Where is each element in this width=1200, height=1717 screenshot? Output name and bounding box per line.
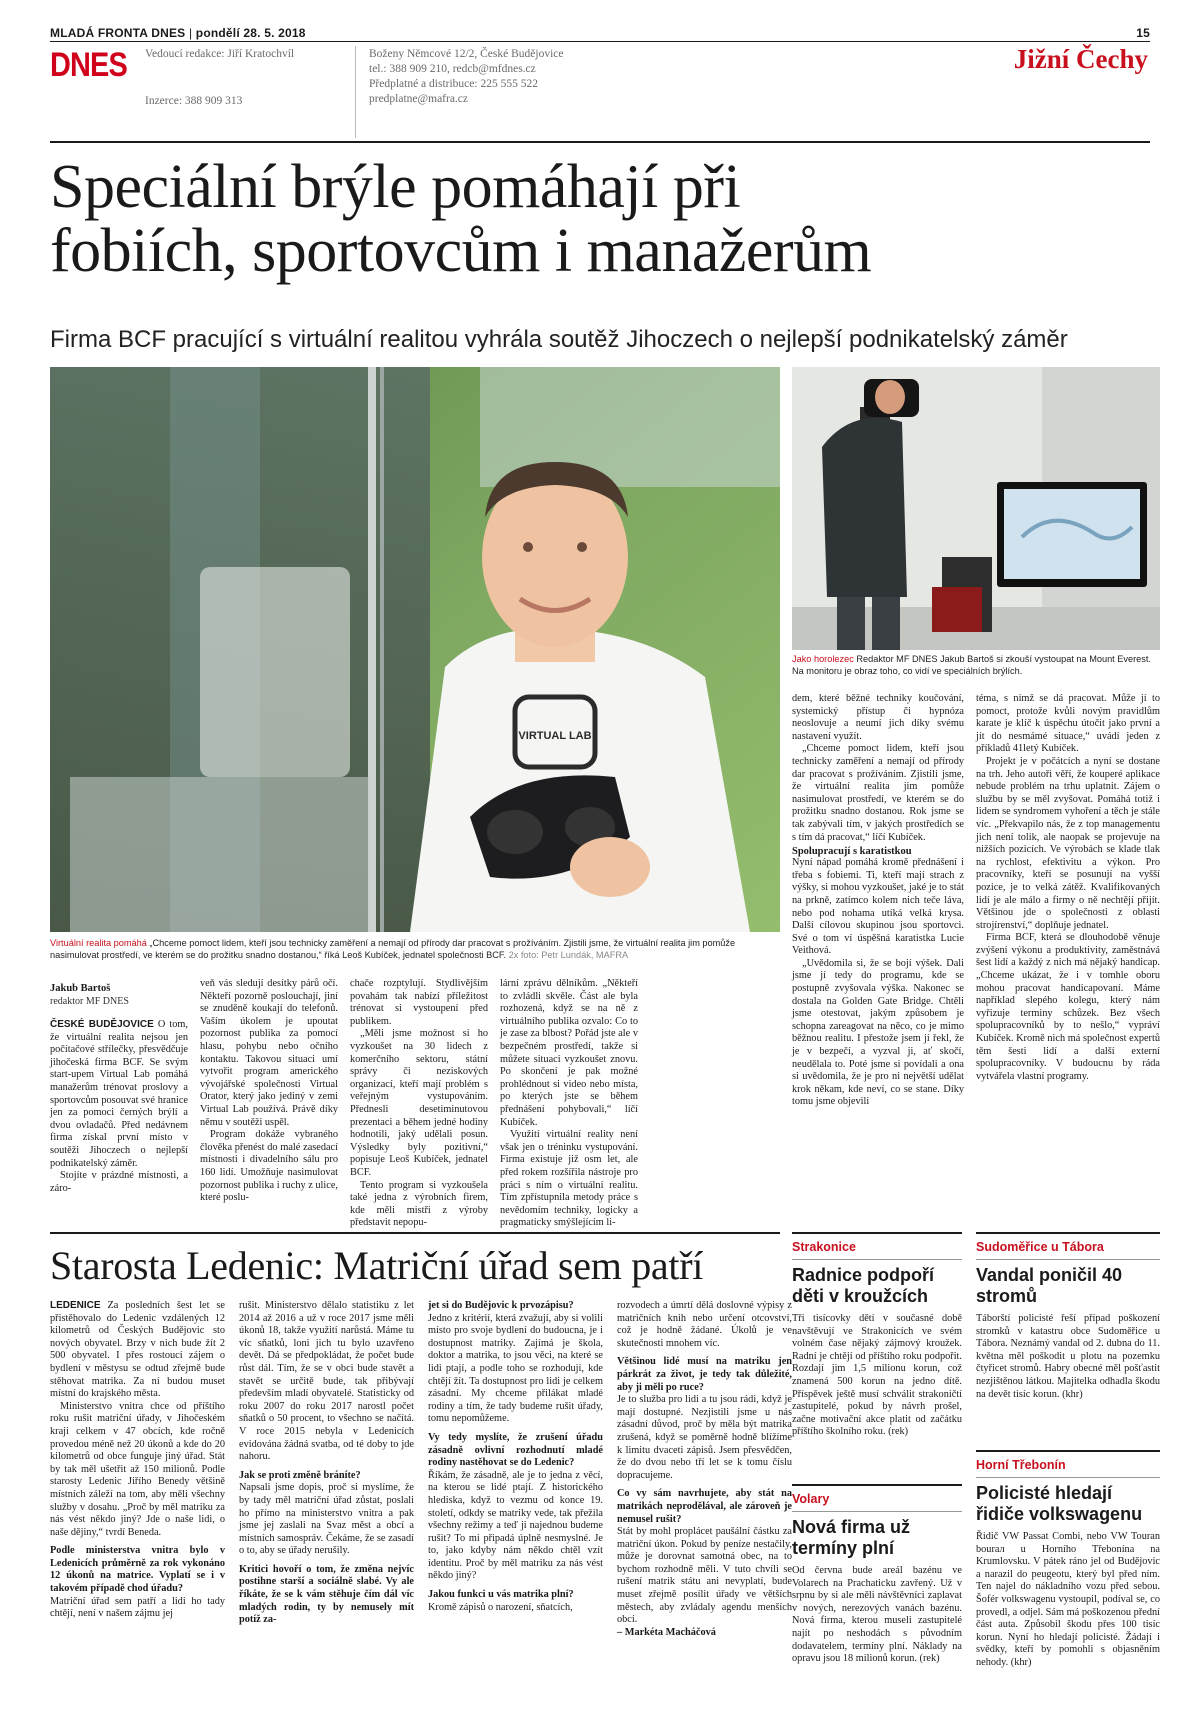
section-subheading: Spolupracují s karatistkou <box>792 846 912 858</box>
news-brief-sudomerice <box>976 1232 1160 1401</box>
paragraph: lární zprávu dělníkům. „Někteří to zvládli skvěle. Část ale byla rozhozená, když se na ně z virtuálního publika ozvalo: Co to je zase za blbost? Pořád jste ale v bezpečném prostředí, takže si můžete situaci vyzkoušet znovu. Po skončení je pak možné prohlédnout si video nebo místa, po kterých jste se během přednášení pohybovali,“ líčí Kubíček. <box>500 978 638 1128</box>
article-column-3 <box>350 978 488 1230</box>
interview-question: Jakou funkci u vás matrika plní? <box>428 1589 574 1601</box>
interview-question: Jak se proti změně bráníte? <box>239 1469 361 1481</box>
side-caption-text: Redaktor MF DNES Jakub Bartoš si zkouší vystoupat na Mount Everest. Na monitoru je obraz toho, co vidí ve speciálních brýlích. <box>792 654 1151 676</box>
header-bottom-rule <box>50 141 1150 143</box>
article-column-2 <box>200 978 338 1205</box>
interview-question: Podle ministerstva vnitra bylo v Ledenicích průměrně za rok vykonáno 12 úkonů na matrice. Vyplatí se i v takovém případě chod úřadu? <box>50 1545 225 1595</box>
paragraph: Jedno z kritérií, která zvažují, aby si volili místo pro svoje bydlení do budoucna, je i dostupnost matriky. Zajímá je škola, doktor a matrika, to jsou věci, na které se lidi ptají, a podle toho se rozhodují, kde chtějí žít. Ta dostupnost pro lidi je celkem zásadní. My chceme přilákat mladé rodiny a tím, že tady budeme rušit úřady, tomu nepomůžeme. <box>428 1312 603 1425</box>
paragraph: „Měli jsme možnost si ho vyzkoušet na 30 lidech z komerčního sektoru, státní správy či neziskových organizací, kteří mají problém s veřejným vystupováním. Přednesli desetiminutovou prezentaci a během jedné hodiny hodnotili, jaký udělali posun. Výsledky byly pozitivní,“ popisuje Leoš Kubíček, jednatel BCF. <box>350 1028 488 1178</box>
office-address: Boženy Němcové 12/2, České Budějovice <box>369 48 564 60</box>
article-column-4 <box>500 978 638 1230</box>
author-name: Jakub Bartoš <box>50 983 111 994</box>
paragraph: veň vás sledují desítky párů očí. Někteří pozorně poslouchají, jiní se znuděně koukají do telefonů. Vaším úkolem je upoutat pozornost publika za pomocí hlasu, pohybu nebo očního kontaktu. Takovou situaci umí vytvořit program amerického vývojářské společnosti Virtual Orator, který jako jediný v zemi Virtual Lab používá. Právě díky němu v soutěži uspěl. <box>200 978 338 1128</box>
header-divider <box>355 46 356 138</box>
paragraph: Nyní nápad pomáhá kromě přednášení i třeba s fobiemi. Ti, kteří mají strach z výšky, si mohou vyzkoušet, jaké je to stát na prkně, zatímco kolem nich teče láva, nebo pod nohama utíká velká krysa. Další cílovou skupinou jsou sportovci. Své o tom ví úspěšná karatistka Lucie Veithová. <box>792 857 964 957</box>
brief-title: Vandal poničil 40 stromů <box>976 1265 1123 1306</box>
issue-date: pondělí 28. 5. 2018 <box>195 26 306 40</box>
side-caption-lead: Jako horolezec <box>792 654 854 664</box>
paragraph: Kromě zápisů o narození, sňatcích, <box>428 1601 573 1613</box>
paragraph: Říkám, že zásadně, ale je to jedna z věcí, na kterou se lidé ptají. Z historického hlediska, když to vezmu od konce 19. století, odkdy se matriky vede, tak přežila všechny režimy a teď ji najednou budeme rušit? To mi připadá úplně nesmyslné. Je to, jako kdyby nám někdo chtěl vzít identitu. Proč by měl matriku za nás vést někdo jiný? <box>428 1469 603 1582</box>
header-top-rule <box>50 41 1150 42</box>
brief-place: Volary <box>792 1492 830 1506</box>
section-divider <box>50 1232 780 1234</box>
main-headline <box>50 155 1160 283</box>
author-signature: – Markéta Macháčová <box>617 1626 716 1638</box>
interview-question: Vy tedy myslíte, že zrušení úřadu zásadně ovlivní rozhodnutí mladé rodiny nastěhovat se do Ledenic? <box>428 1431 603 1469</box>
paragraph: rozvodech a úmrtí dělá doslovné výpisy z matričních knih nebo určení otcovství, což je hodně žádané. Úkolů je ve skutečnosti mnohem víc. <box>617 1300 792 1349</box>
brief-text: Táborští policisté řeší případ poškození stromků v katastru obce Sudoměřice u Tábora. Neznámý vandal od 2. dubna do 11. května měl poškodit u plotu na pozemku čtyřicet stromů. Habry obecné měl pošťastit nezjištěnou látkou. Majitelka odhadla škodu na devět tisíc korun. (khr) <box>976 1313 1160 1400</box>
news-brief-horni-trebonin <box>976 1450 1160 1670</box>
paragraph: Napsali jsme dopis, proč si myslíme, že by tady měl matriční úřad zůstat, poslali ho přímo na ministerstvo vnitra a pak jsme jej zaslali na Svaz měst a obcí a místních samospráv. Čekáme, že se zasadí o to, aby se úřady nerušily. <box>239 1482 414 1557</box>
paragraph: LEDENICE Za posledních šest let se přistěhovalo do Ledenic vzdálených 12 kilometrů od Českých Budějovic sto nových obyvatel. Brzy v nich bude žít 2 500 obyvatel. I přes rostoucí zájem o bydlení v městysu se odtud zřejmě bude stěhovat matrika. Za ní budou muset místní do krajského města. <box>50 1300 225 1400</box>
paragraph: chače rozptylují. Stydlivějším povahám tak nabízí příležitost trénovat si vystoupení před publikem. <box>350 978 488 1027</box>
paragraph: téma, s nímž se dá pracovat. Může jí to pomoct, protože kvůli novým pravidlům karate je klíč k úspěchu útočit jako první a jít do nesmámé situace,“ uvádí jeden z příkladů 41letý Kubíček. <box>976 693 1160 755</box>
page-number: 15 <box>1136 26 1150 40</box>
main-headline-line-1: Speciální brýle pomáhají při <box>50 153 741 221</box>
paragraph: rušit. Ministerstvo dělalo statistiku z let 2014 až 2016 a už v roce 2017 jsme měli úkonů 18, takže využití narůstá. Máme tu víc sňatků, loni jich tu bylo uzavřeno devět. Dá se předpokládat, že počet bude růst dál. Tím, že se v obci bude stavět a stavět se určitě bude, tak přibývají především mladí obyvatelé. Statisticky od roku 2007 do roku 2017 narostl počet sňatků o 50 procent, to všechno se načítá. V roce 2015 nebyla v Ledenicích evidována žádná svatba, od té doby to jde nahoru. <box>239 1300 414 1463</box>
masthead-line: MLADÁ FRONTA DNES | pondělí 28. 5. 2018 <box>50 26 306 40</box>
brief-place: Sudoměřice u Tábora <box>976 1240 1104 1254</box>
interview-question: Kritici hovoří o tom, že změna nejvíc postihne starší a sociálně slabé. Vy ale říkáte, že se k vám stěhuje čím dál víc mladých rodin, ty by nemusely mít potíž za- <box>239 1563 414 1626</box>
interview-question: Co vy sám navrhujete, aby stát na matrikách neprodělával, ale zároveň je nemusel rušit? <box>617 1488 792 1525</box>
brief-text: Od června bude areál bazénu ve Volarech na Prachaticku zavřený. Už v srpnu by si ale měli návštěvníci zaplavat v nových, nerezových vanách bazénu. Nová firma, kterou museli zastupitelé najít po neshodách s původním dodavatelem, termíny plní. Náklady na opravu jsou 18 milionů korun. (rek) <box>792 1565 962 1665</box>
paragraph: dem, které běžné techniky koučování, systemický přístup či hypnóza neoslovuje a neumí jich díky svému nastavení využít. <box>792 693 964 742</box>
main-caption-lead: Virtuální realita pomáhá <box>50 938 147 948</box>
news-brief-strakonice <box>792 1232 962 1439</box>
paragraph: Projekt je v počátcích a nyní se dostane na trh. Jeho autoři věří, že kouperé aplikace nebude problém na trhu uplatnit. Zájem o službu by se měl zvyšovat. Pomáhá totiž i lidem se syndromem vyhoření a těch je stále víc. „Překvapilo nás, že z top managementu jich není tolik, ale naopak se projevuje na nižších pozicích. Ve výrobách se klade tlak na rychlost, efektivitu a výkon. Pro pracovníky, kteří se posunují na vyšší pozice, je to velká zátěž. Kvalifikovaných lidí je ale málo a firmy o ně nechtějí přijít. Většinou jde o společnosti z oblasti strojírenství,“ doplňuje jednatel. <box>976 755 1160 931</box>
interview-column-4 <box>617 1300 792 1639</box>
interview-question: jet si do Budějovic k prvozápisu? <box>428 1300 574 1311</box>
brief-place: Strakonice <box>792 1240 856 1254</box>
paragraph: Matriční úřad sem patří a lidi ho tady chtějí, není v našem zájmu jej <box>50 1595 225 1620</box>
interview-headline: Starosta Ledenic: Matriční úřad sem patří <box>50 1243 704 1288</box>
paragraph: Program dokáže vybraného člověka přenést do malé zasedací místnosti i divadelního sálu pro 160 lidí. Umožňuje nasimulovat pozornost publika i ruchy z ulice, které poslu- <box>200 1129 338 1204</box>
paragraph: Firma BCF, která se dlouhodobě věnuje zvýšení výkonu a produktivity, zaměstnává šest lidí a každý z nich má nějaký handicap. „Chceme ukázat, že i v tomhle oboru mohou pracovat handicapovaní. Máme například slepého kolegu, který nám vyřizuje terminy schůzek. Bez všech spolupracovníků by to nešlo,“ vypráví Kubíček. Kromě nich má společnost expertů těm šesti lidí a další externí spolupracovníky. V budoucnu by ráda vytvářela vlastní programy. <box>976 932 1160 1082</box>
interview-column-2 <box>239 1300 414 1627</box>
paragraph: Je to služba pro lidi a tu jsou rádi, když je mají dostupné. Nezjistili jsme u nás zásadní důvod, proč by měla být matrika zrušená, když se poměrně hodně blížíme k limitu dvaceti zápisů. Jsem přesvědčen, že do dvou nebo tří let se k tomu číslu dopracujeme. <box>617 1394 792 1481</box>
main-caption-text: „Chceme pomoct lidem, kteří jsou technicky zaměření a nemají od přírody dar pracovat s prožíváním. Zjistili jsme, že virtuální realita jim pomůže nasimulovat prostředí, ve kterém se do prožitku snadno dostanou,“ říká Leoš Kubíček, jednatel společnosti BCF. <box>50 938 736 960</box>
paragraph: Ministerstvo vnitra chce od příštího roku rušit matriční úřady, v Jihočeském kraji celkem v 47 obcích, kde ročně provedou méně než 20 úkonů a kde do 20 kilometrů od obce funguje jiný úřad. Stát by tak měl ušetřit až 150 milionů. Podle starosty Ledenic Jiřího Benedy většině místních záleží na tom, aby měli všechny služby v dosahu. „Proč by měl matriku za nás vést někdo jiný? Jde o naše lidi, o naše dějiny,“ tvrdí Beneda. <box>50 1400 225 1538</box>
tshirt-print: VIRTUAL LAB <box>518 730 592 742</box>
paragraph: Využití virtuální reality není však jen o tréninku vystupování. Firma existuje již osm let, ale před rokem rozšířila nástroje pro práci s ním o virtuální realitu. Tím zpřístupnila metody práce s nevědomím techniky, logicky a pragmaticky smýšlejícím li- <box>500 1129 638 1229</box>
masthead: MLADÁ FRONTA DNES <box>50 26 186 40</box>
paragraph: Tento program si vyzkoušela také jedna z výrobních firem, kde měli mistři z výroby představit nepopu- <box>350 1179 488 1229</box>
side-photo-illustration <box>792 367 1160 650</box>
main-subheadline: Firma BCF pracující s virtuální realitou vyhrála soutěž Jihoczech o nejlepší podnikatelský záměr <box>50 326 1068 353</box>
news-brief-volary <box>792 1484 962 1666</box>
office-contacts <box>369 47 564 107</box>
brief-text: Tři tisícovky dětí v současné době navštěvují ve Strakonicích ve svém volném čase nějaký zájmový kroužek. Radní je chtějí od příštího roku podpořit. Rozdají jim 1,5 milionu korun, což znamená 500 korun na jedno dítě. Příspěvek ještě musí schválit strakoničtí zastupitelé, pokud by návrh prošel, začne motivační akce platit od začátku příštího školního roku. (rek) <box>792 1313 962 1438</box>
interview-question: Většinou lidé musí na matriku jen párkrát za život, je tedy tak důležité, aby ji měli po ruce? <box>617 1356 792 1393</box>
paragraph: Stojíte v prázdné místnosti, a záro- <box>50 1170 188 1194</box>
main-headline-line-2: fobiích, sportovcům i manažerům <box>50 217 872 285</box>
side-photo <box>792 367 1160 650</box>
dnes-logo: DNES <box>50 46 127 84</box>
brief-title: Nová firma už termíny plní <box>792 1517 911 1558</box>
byline <box>50 978 188 1007</box>
paragraph: ČESKÉ BUDĚJOVICE O tom, že virtuální realita nejsou jen počítačové střílečky, přesvědčuje jihočeská firma BCF. Se svým start-upem Virtual Lab pomáhá manažerům trénovat proslovy a sportovcům posouvat své hranice jen za pomoci černých brýlí a dvou ovladačů. Před nedávnem firma získal první místo v soutěži Jihoczech o nejlepší podnikatelský záměr. <box>50 1019 189 1169</box>
editor-in-chief: Vedoucí redakce: Jiří Kratochvíl <box>145 48 295 60</box>
subscription-email: predplatne@mafra.cz <box>369 93 469 105</box>
interview-column-3 <box>428 1300 603 1614</box>
main-photo <box>50 367 780 932</box>
photo-credit: 2x foto: Petr Lundák, MAFRA <box>506 950 629 960</box>
subscription-phone: Předplatné a distribuce: 225 555 522 <box>369 78 538 90</box>
main-photo-caption <box>50 937 780 961</box>
main-photo-illustration <box>50 367 780 932</box>
author-role: redaktor MF DNES <box>50 996 129 1007</box>
brief-title: Radnice podpoří děti v kroužcích <box>792 1265 935 1306</box>
brief-title: Policisté hledají řidiče volkswagenu <box>976 1483 1143 1524</box>
brief-text: Řidič VW Passat Combi, nebo VW Touran bourал u Horního Třebonína na Krumlovsku. V pátek ráno jel od Budějovic a narazil do peugeotu, který byl před ním. Ten najel do nákladního vozu před sebou. Šofér volkswagenu vystoupil, podíval se, co provedl, a odjel. Sám má poškozenou přední část auta. Způsobil škodu přes 100 tisíc korun. Nyní ho hledají policisté. Žádají i svědky, kteří by pomohli s objasněním nehody. (khr) <box>976 1531 1160 1668</box>
advertising-contact: Inzerce: 388 909 313 <box>145 95 243 107</box>
office-phone: tel.: 388 909 210, redcb@mfdnes.cz <box>369 63 536 75</box>
side-photo-caption <box>792 653 1160 677</box>
dateline: ČESKÉ BUDĚJOVICE <box>50 1019 154 1030</box>
dateline: LEDENICE <box>50 1300 101 1311</box>
interview-column-1 <box>50 1300 225 1621</box>
paragraph: Stát by mohl proplácet paušální částku za matriční úkon. Pokud by peníze nestačily, může je dorovnat samotná obec, na to bychom rozhodně měli. V tuto chvíli se rušení matrik státu ani nevyplatí, bude muset zřejmě posílit úřady ve větších městech, aby zvládaly agendu menších obcí. <box>617 1526 792 1626</box>
article-column-5 <box>792 693 964 1109</box>
brief-place: Horní Třebonín <box>976 1458 1066 1472</box>
paragraph: „Uvědomila si, že se bojí výšek. Dali jsme jí tedy do programu, kde se postupně zvyšovala výška. Nakonec se dostala na Golden Gate Bridge. Chtěli jsme otestovat, jakým způsobem je schopna zareagovat na něco, co je mimo běžnou realitu. I přestože jsem jí řekl, že je v bezpečí, a vyzval ji, ať skočí, neudělala to. Poté jsme si povídali a ona si uvědomila, že je pro ni největší udělat krok někam, kde neví, co se stane. Díky tomu jsme objevili <box>792 957 964 1108</box>
article-column-6 <box>976 693 1160 1083</box>
paragraph: „Chceme pomoct lidem, kteří jsou technicky zaměření a nemají od přírody dar pracovat s prožíváním. Zjistili jsme, že virtuální realita jim pomůže nasimulovat prostředí, ve kterém se do prožitku snadno dostanou. Rok jsme se tak zabývali tím, v jakých prostředích se s tím dá pracovat,“ líčí Kubíček. <box>792 743 964 843</box>
region-title: Jižní Čechy <box>1013 44 1148 74</box>
article-column-1 <box>50 978 188 1195</box>
